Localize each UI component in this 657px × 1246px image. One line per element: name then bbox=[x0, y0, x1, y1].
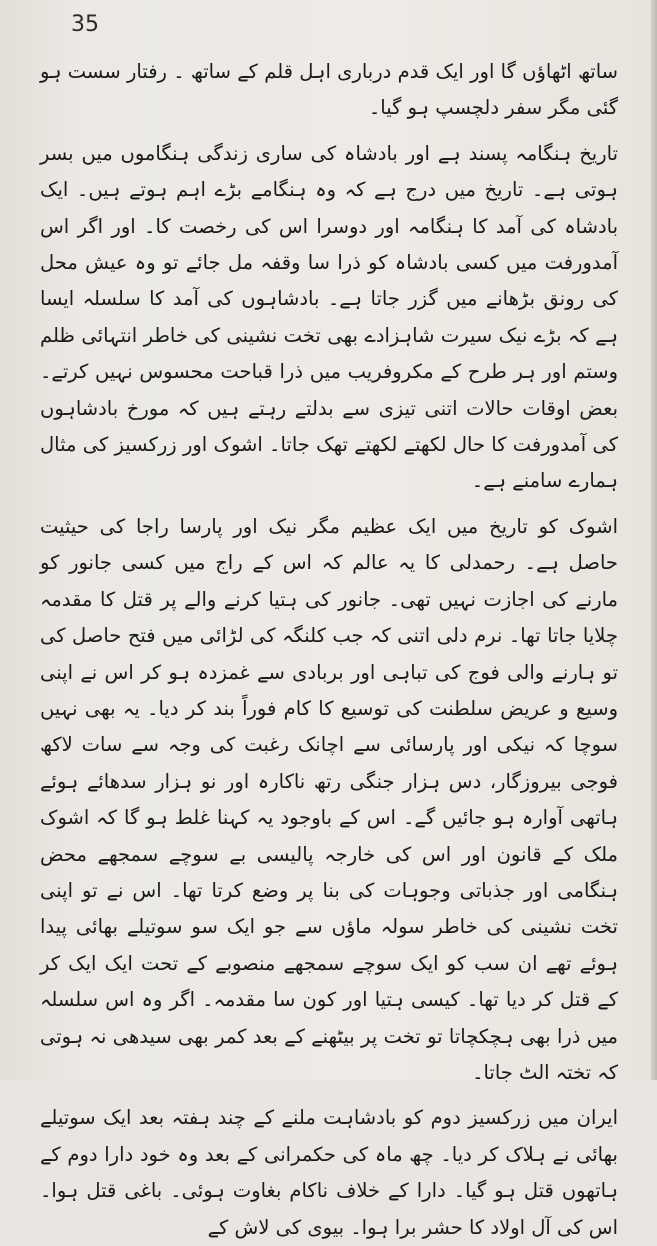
paragraph-3: اشوک کو تاریخ میں ایک عظیم مگر نیک اور پارسا راجا کی حیثیت حاصل ہے۔ رحمدلی کا یہ عالم کہ اس کے راج میں کسی جانور کو مارنے کی اجازت نہیں تھی۔ جانور کی ہتیا کرنے والے پر قتل کا مقدمہ چلایا جاتا تھا۔ نرم دلی اتنی کہ جب کلنگہ کی لڑائی میں فتح حاصل کی تو ہارنے والی فوج کی تباہی اور بربادی سے غمزدہ ہو کر اس نے اپنی وسیع و عریض سلطنت کی توسیع کا کام فوراً بند کر دیا۔ یہ بھی نہیں سوچا کہ نیکی اور پارسائی سے اچانک رغبت کی وجہ سے سات لاکھ فوجی بیروزگار، دس ہزار جنگی رتھ ناکارہ اور نو ہزار سدھائے ہوئے ہاتھی آوارہ ہو جائیں گے۔ اس کے باوجود یہ کہنا غلط ہو گا کہ اشوک ملک کے قانون اور اس کی خارجہ پالیسی بے سوچے سمجھے محض ہنگامی اور جذباتی وجوہات کی بنا پر وضع کرتا تھا۔ اس نے تو اپنی تخت نشینی کی خاطر سولہ ماؤں سے جو ایک سو سوتیلے بھائی پیدا ہوئے تھے ان سب کو ایک سوچے سمجھے منصوبے کے تحت ایک ایک کر کے قتل کر دیا تھا۔ کیسی ہتیا اور کون سا مقدمہ۔ اگر وہ اس سلسلہ میں ذرا بھی ہچکچاتا تو تخت پر بیٹھنے کے بعد کمر بھی سیدھی نہ ہوتی کہ تختہ الٹ جاتا۔ bbox=[40, 514, 618, 1084]
paragraph-4: ایران میں زرکسیز دوم کو بادشاہت ملنے کے چند ہفتہ بعد ایک سوتیلے بھائی نے ہلاک کر دیا۔ چھ ماہ کی حکمرانی کے بعد وہ خود دارا دوم کے ہاتھوں قتل ہو گیا۔ دارا کے خلاف ناکام بغاوت ہوئی۔ باغی قتل ہوا۔ اس کی آل اولاد کا حشر برا ہوا۔ بیوی کی لاش کے bbox=[40, 1106, 618, 1239]
paragraph-1: ساتھ اٹھاؤں گا اور ایک قدم درباری اہل قلم کے ساتھ ۔ رفتار سست ہو گئی مگر سفر دلچسپ ہو گیا۔ bbox=[40, 60, 618, 120]
page-edge-shadow bbox=[651, 0, 657, 1080]
paragraph-2: تاریخ ہنگامہ پسند ہے اور بادشاہ کی ساری زندگی ہنگاموں میں بسر ہوتی ہے۔ تاریخ میں درج ہے کہ وہ ہنگامے بڑے اہم ہوتے ہیں۔ ایک بادشاہ کی آمد کا ہنگامہ اور دوسرا اس کی رخصت کا۔ اور اگر اس آمدورفت میں کسی بادشاہ کو ذرا سا وقفہ مل جائے تو وہ عیش محل کی رونق بڑھانے میں گزر جاتا ہے۔ بادشاہوں کی آمد کا سلسلہ ایسا ہے کہ بڑے نیک سیرت شاہزادے بھی تخت نشینی کی خاطر انتہائی ظلم وستم اور ہر طرح کے مکروفریب میں ذرا قباحت محسوس نہیں کرتے۔ بعض اوقات حالات اتنی تیزی سے بدلتے رہتے ہیں کہ مورخ بادشاہوں کی آمدورفت کا حال لکھتے لکھتے تھک جاتا۔ اشوک اور زرکسیز کی مثال ہمارے سامنے ہے۔ bbox=[40, 141, 618, 493]
page-body-text bbox=[40, 54, 618, 1246]
paragraph-spacer bbox=[40, 500, 618, 509]
paragraph-spacer bbox=[40, 127, 618, 136]
paragraph-spacer bbox=[40, 1091, 618, 1100]
page-number: 35 bbox=[71, 12, 99, 37]
